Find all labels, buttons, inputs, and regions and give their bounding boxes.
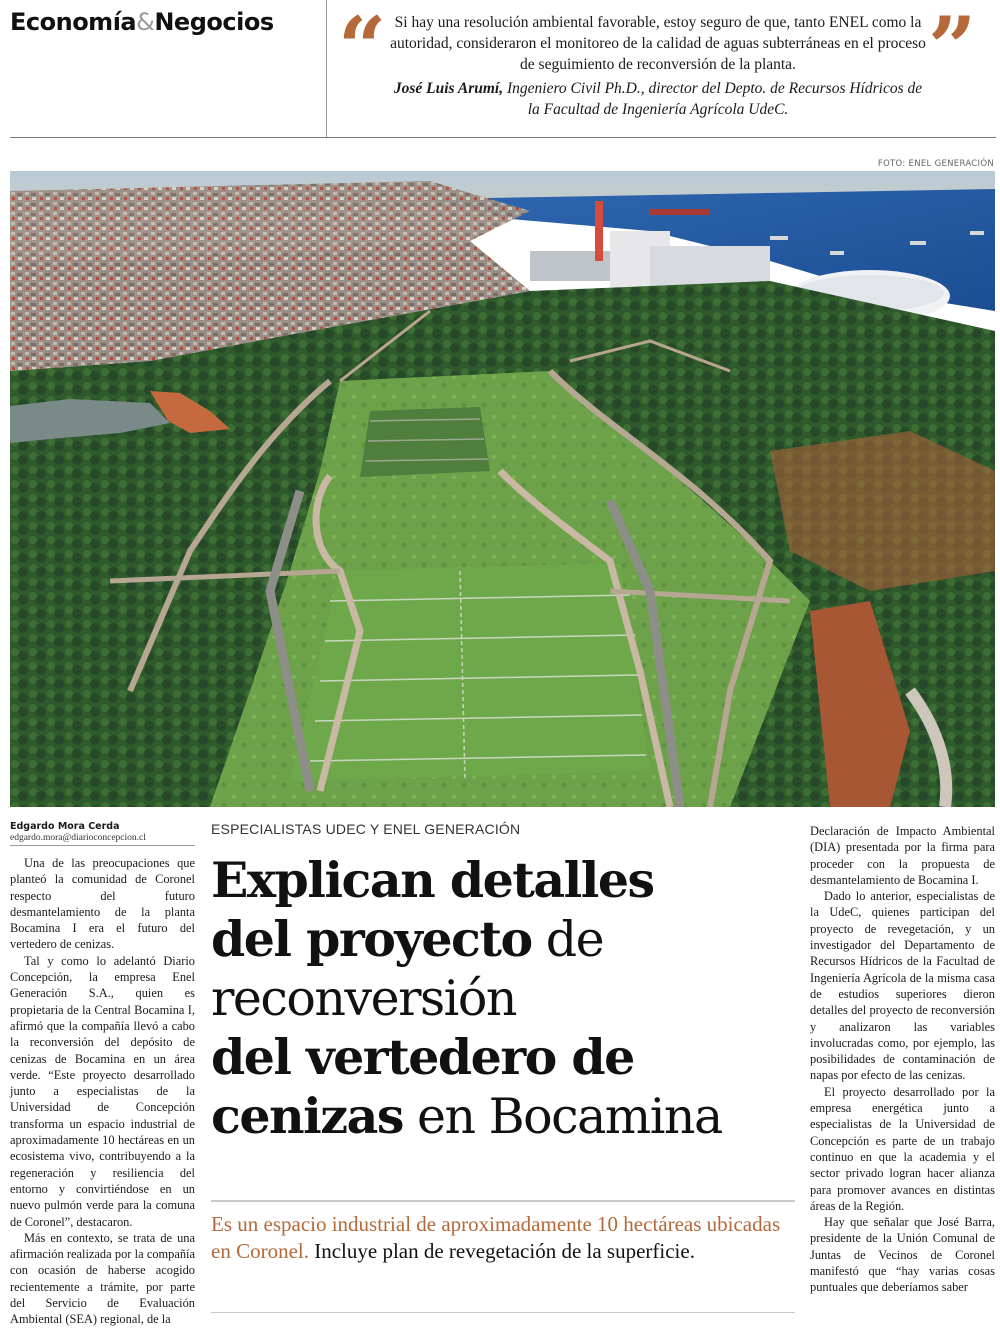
deck-rest: Incluye plan de revegetación de la superficie. <box>308 1239 695 1263</box>
section-title-word1: Economía <box>10 8 137 36</box>
byline-email[interactable]: edgardo.mora@diarioconcepcion.cl <box>10 833 146 843</box>
byline-author: Edgardo Mora Cerda <box>10 821 120 832</box>
body-paragraph: Una de las preocupaciones que planteó la comunidad de Coronel respecto del futuro desmantelamiento de la planta Bocamina I era el futuro del vertedero de cenizas. <box>10 856 195 952</box>
open-quote-icon: “ <box>338 0 387 97</box>
deck-rule-bottom <box>211 1312 795 1313</box>
section-title <box>10 8 274 36</box>
header-divider <box>326 0 327 138</box>
headline-line1: Explican detalles <box>211 851 654 909</box>
pull-quote-author: José Luis Arumí, <box>393 80 504 97</box>
deck <box>211 1211 795 1265</box>
aerial-photo <box>10 171 995 807</box>
headline-line2-bold: del proyecto <box>211 910 532 968</box>
deck-rule-top <box>211 1200 795 1202</box>
headline-line5-normal: en Bocamina <box>402 1088 722 1145</box>
headline-line2-normal: de <box>531 911 604 968</box>
kicker: ESPECIALISTAS UDEC Y ENEL GENERACIÓN <box>211 821 521 837</box>
byline-rule <box>10 845 195 846</box>
headline-line5-bold: cenizas <box>211 1087 403 1145</box>
deck-accent: Es un espacio industrial de aproximadamente 10 hectáreas ubicadas en Coronel. <box>211 1212 781 1263</box>
pull-quote-text: Si hay una resolución ambiental favorable, estoy seguro de que, tanto ENEL como la autoridad, consideraron el monitoreo de la calidad de aguas subterráneas en el proceso de seguimiento de reconversión de la planta. <box>390 14 926 73</box>
section-title-ampersand: & <box>136 8 155 36</box>
body-column-right <box>810 823 995 1296</box>
headline-line3: reconversión <box>211 970 516 1027</box>
header-rule <box>10 137 996 138</box>
body-column-left <box>10 855 195 1328</box>
pull-quote-attribution <box>388 78 928 120</box>
photo-credit: FOTO: ENEL GENERACIÓN <box>877 159 994 169</box>
body-paragraph: Declaración de Impacto Ambiental (DIA) presentada por la firma para proceder con la propuesta de desmantelamiento de Bocamina I. <box>810 824 995 887</box>
body-paragraph: Tal y como lo adelantó Diario Concepción, la empresa Enel Generación S.A., quien es propietaria de la Central Bocamina I, afirmó que la compañía llevó a cabo la reconversión del depósito de cenizas de Bocamina en un área verde. “Este proyecto desarrollado junto a especialistas de la Universidad de Concepción transforma un espacio industrial de aproximadamente 10 hectáreas en un ecosistema vivo, contribuyendo a la regeneración y resiliencia del entorno y convirtiéndose en un nuevo pulmón verde para la comuna de Coronel”, destacaron. <box>10 953 195 1229</box>
body-paragraph: El proyecto desarrollado por la empresa energética junto a especialistas de la Universidad de Concepción es parte de un trabajo continuo en que la academia y el sector privado logran hacer alianza para promover avances en distintas áreas de la Región. <box>810 1084 995 1213</box>
byline <box>10 821 195 846</box>
body-paragraph: Más en contexto, se trata de una afirmación realizada por la compañía con ocasión de haberse acogido recientemente a trámite, por parte del Servicio de Evaluación Ambiental (SEA) regional, de la <box>10 1230 195 1327</box>
body-paragraph: Hay que señalar que José Barra, presidente de la Unión Comunal de Juntas de Vecinos de Coronel manifestó que “hay varias cosas puntuales que deberíamos saber <box>810 1215 995 1295</box>
body-paragraph: Dado lo anterior, especialistas de la UdeC, quienes participan del proyecto de revegetación, y un investigador del Departamento de Recursos Hídricos de la Facultad de Ingeniería Agrícola de la misma casa de estudios superiores dieron detalles del proyecto de reconversión y analizaron las variables involucradas como, por ejemplo, las posibilidades de contaminación de napas por efecto de las cenizas. <box>810 889 995 1083</box>
close-quote-icon: ” <box>928 0 977 97</box>
headline <box>211 851 791 1146</box>
section-title-word2: Negocios <box>154 8 274 36</box>
pull-quote-author-role: Ingeniero Civil Ph.D., director del Depto. de Recursos Hídricos de la Facultad de Ingeniería Agrícola UdeC. <box>507 80 923 118</box>
headline-line4: del vertedero de <box>211 1028 634 1086</box>
page-header <box>0 0 1000 138</box>
